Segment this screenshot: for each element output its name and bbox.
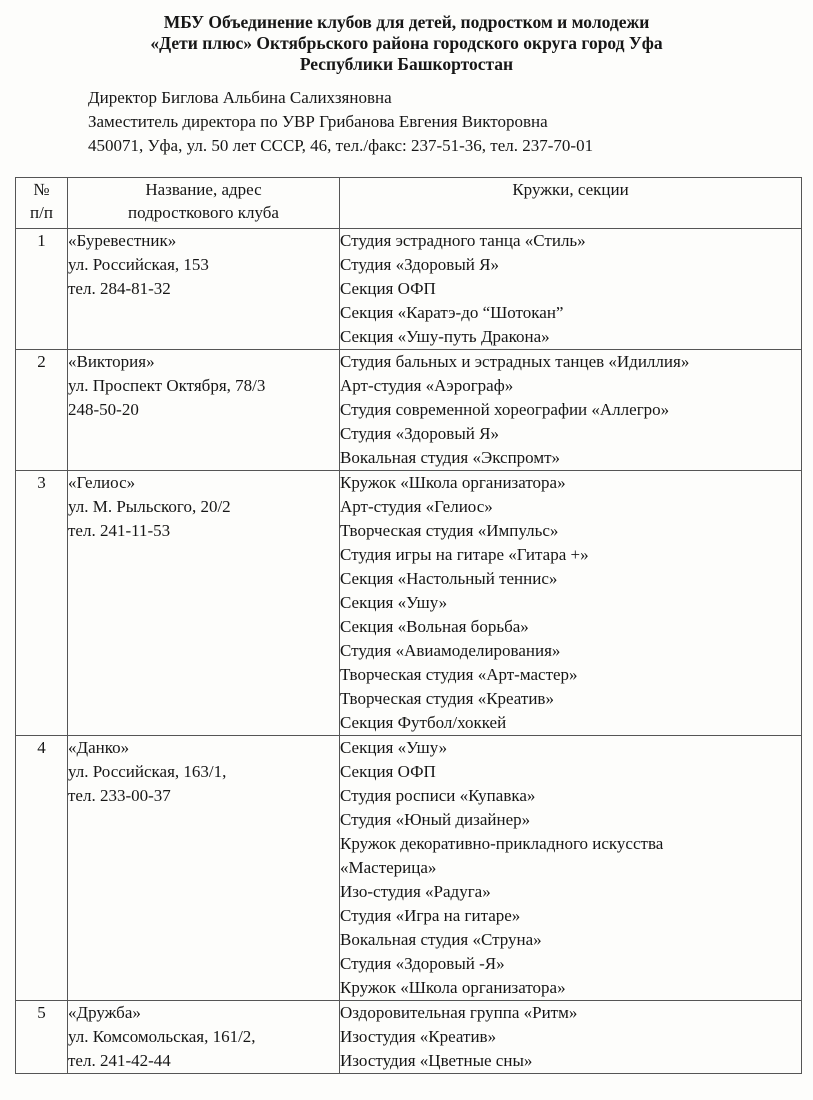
section-item: Кружок «Школа организатора» xyxy=(340,978,566,997)
section-item: Творческая студия «Импульс» xyxy=(340,521,559,540)
section-item: Студия «Юный дизайнер» xyxy=(340,810,531,829)
club-name: «Буревестник» xyxy=(68,231,177,250)
club-detail: ул. Российская, 153 xyxy=(68,255,209,274)
sections-cell xyxy=(340,1001,802,1074)
row-number: 5 xyxy=(16,1001,68,1074)
deputy-line: Заместитель директора по УВР Грибанова Евгения Викторовна xyxy=(88,112,548,131)
club-detail: тел. 284-81-32 xyxy=(68,279,171,298)
column-header-sections: Кружки, секции xyxy=(340,178,802,229)
table-row xyxy=(16,350,802,471)
club-cell xyxy=(68,350,340,471)
section-item: Студия росписи «Купавка» xyxy=(340,786,536,805)
section-item: Творческая студия «Арт-мастер» xyxy=(340,665,578,684)
section-item: Секция ОФП xyxy=(340,279,436,298)
organization-info xyxy=(88,86,593,158)
section-item: Творческая студия «Креатив» xyxy=(340,689,554,708)
section-item: Оздоровительная группа «Ритм» xyxy=(340,1003,578,1022)
column-header-club xyxy=(68,178,340,229)
sections-cell xyxy=(340,350,802,471)
column-header-num-line: п/п xyxy=(30,203,53,222)
section-item: Студия «Здоровый -Я» xyxy=(340,954,505,973)
title-line-1: МБУ Объединение клубов для детей, подростком и молодежи xyxy=(163,12,650,32)
director-line: Директор Биглова Альбина Салихзяновна xyxy=(88,88,392,107)
section-item: Студия современной хореографии «Аллегро» xyxy=(340,400,670,419)
section-item: Вокальная студия «Экспромт» xyxy=(340,448,561,467)
club-name: «Дружба» xyxy=(68,1003,141,1022)
table-row xyxy=(16,229,802,350)
club-cell xyxy=(68,1001,340,1074)
section-item: Арт-студия «Аэрограф» xyxy=(340,376,514,395)
column-header-num xyxy=(16,178,68,229)
address-line: 450071, Уфа, ул. 50 лет СССР, 46, тел./факс: 237-51-36, тел. 237-70-01 xyxy=(88,136,594,155)
clubs-table xyxy=(15,177,802,1074)
table-body xyxy=(16,229,802,1074)
club-cell xyxy=(68,471,340,736)
table-row xyxy=(16,736,802,1001)
section-item: Секция Футбол/хоккей xyxy=(340,713,507,732)
section-item: Арт-студия «Гелиос» xyxy=(340,497,493,516)
section-item: Изостудия «Креатив» xyxy=(340,1027,497,1046)
sections-cell xyxy=(340,471,802,736)
section-item: Секция «Ушу-путь Дракона» xyxy=(340,327,550,346)
club-detail: ул. М. Рыльского, 20/2 xyxy=(68,497,231,516)
row-number: 3 xyxy=(16,471,68,736)
table-row xyxy=(16,471,802,736)
club-detail: тел. 241-42-44 xyxy=(68,1051,171,1070)
section-item: Студия бальных и эстрадных танцев «Идиллия» xyxy=(340,352,690,371)
section-item: Секция «Ушу» xyxy=(340,593,448,612)
table-header-row xyxy=(16,178,802,229)
section-item: Секция «Ушу» xyxy=(340,738,448,757)
section-item: Студия «Игра на гитаре» xyxy=(340,906,521,925)
section-item: Студия эстрадного танца «Стиль» xyxy=(340,231,586,250)
column-header-num-line: № xyxy=(33,180,50,199)
section-item: Студия игры на гитаре «Гитара +» xyxy=(340,545,589,564)
section-item: Студия «Авиамоделирования» xyxy=(340,641,561,660)
club-cell xyxy=(68,229,340,350)
section-item: Изостудия «Цветные сны» xyxy=(340,1051,533,1070)
sections-cell xyxy=(340,229,802,350)
section-item: Секция ОФП xyxy=(340,762,436,781)
section-item: Кружок «Школа организатора» xyxy=(340,473,566,492)
section-item: Студия «Здоровый Я» xyxy=(340,424,499,443)
section-item: Изо-студия «Радуга» xyxy=(340,882,491,901)
club-name: «Гелиос» xyxy=(68,473,136,492)
section-item: Секция «Настольный теннис» xyxy=(340,569,558,588)
column-header-club-line: подросткового клуба xyxy=(128,203,279,222)
row-number: 4 xyxy=(16,736,68,1001)
section-item: «Мастерица» xyxy=(340,858,437,877)
club-detail: 248-50-20 xyxy=(68,400,139,419)
club-cell xyxy=(68,736,340,1001)
row-number: 1 xyxy=(16,229,68,350)
club-name: «Данко» xyxy=(68,738,130,757)
section-item: Секция «Вольная борьба» xyxy=(340,617,529,636)
document-title xyxy=(0,12,813,75)
club-detail: тел. 233-00-37 xyxy=(68,786,171,805)
column-header-club-line: Название, адрес xyxy=(145,180,262,199)
club-name: «Виктория» xyxy=(68,352,155,371)
section-item: Студия «Здоровый Я» xyxy=(340,255,499,274)
club-detail: ул. Комсомольская, 161/2, xyxy=(68,1027,256,1046)
title-line-3: Республики Башкортостан xyxy=(299,54,514,74)
table-row xyxy=(16,1001,802,1074)
section-item: Вокальная студия «Струна» xyxy=(340,930,542,949)
row-number: 2 xyxy=(16,350,68,471)
club-detail: тел. 241-11-53 xyxy=(68,521,171,540)
sections-cell xyxy=(340,736,802,1001)
club-detail: ул. Проспект Октября, 78/3 xyxy=(68,376,266,395)
club-detail: ул. Российская, 163/1, xyxy=(68,762,227,781)
title-line-2: «Дети плюс» Октябрьского района городского округа город Уфа xyxy=(150,33,663,53)
section-item: Секция «Каратэ-до “Шотокан” xyxy=(340,303,564,322)
section-item: Кружок декоративно-прикладного искусства xyxy=(340,834,664,853)
